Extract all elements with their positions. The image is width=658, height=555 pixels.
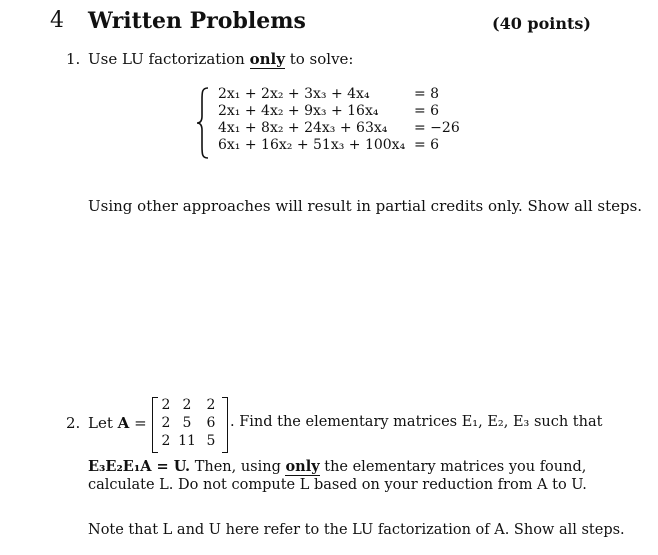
problem-1-note: Using other approaches will result in partial credits only. Show all steps. <box>88 197 643 215</box>
elimination-equation: E₃E₂E₁A = U. <box>88 458 191 475</box>
problem-2-note: Note that L and U here refer to the LU factorization of A. Show all steps. <box>88 522 625 538</box>
problem-2-let <box>88 414 147 432</box>
line-2-emph: only <box>285 458 320 475</box>
matrix-a <box>152 397 228 451</box>
left-brace <box>196 86 210 160</box>
problem-2-number: 2. <box>66 414 81 432</box>
equals-sign: = <box>134 414 147 432</box>
section-points: (40 points) <box>492 14 591 33</box>
problem-2-line-2 <box>88 458 586 475</box>
matrix-cell: 11 <box>178 433 196 449</box>
equation-3-lhs: 4x₁ + 8x₂ + 24x₃ + 63x₄ <box>218 120 388 136</box>
problem-1-intro-before: Use LU factorization <box>88 50 245 68</box>
equation-1-lhs: 2x₁ + 2x₂ + 3x₃ + 4x₄ <box>218 86 370 102</box>
problem-2-line-3: calculate L. Do not compute L based on your reduction from A to U. <box>88 477 587 493</box>
matrix-cell: 2 <box>161 433 171 449</box>
equation-4-lhs: 6x₁ + 16x₂ + 51x₃ + 100x₄ <box>218 137 406 153</box>
problem-1-number: 1. <box>66 50 81 68</box>
equation-4-rhs: = 6 <box>414 137 440 153</box>
line-2-after: the elementary matrices you found, <box>324 459 587 475</box>
problem-1-intro <box>88 50 353 68</box>
problem-2-find: . Find the elementary matrices E₁, E₂, E₃ such that <box>230 414 603 430</box>
equation-2-lhs: 2x₁ + 4x₂ + 9x₃ + 16x₄ <box>218 103 379 119</box>
problem-1-intro-emph: only <box>249 50 285 68</box>
section-number: 4 <box>50 8 64 33</box>
equation-2-rhs: = 6 <box>414 103 440 119</box>
section-title: Written Problems <box>88 8 306 34</box>
problem-1-intro-after: to solve: <box>289 50 354 68</box>
equation-3-rhs: = −26 <box>414 120 460 136</box>
matrix-cell: 5 <box>182 415 192 431</box>
matrix-cell: 2 <box>182 397 192 413</box>
matrix-right-bracket <box>222 397 228 453</box>
matrix-name: A <box>117 414 130 432</box>
let-text: Let <box>88 414 113 432</box>
matrix-cell: 6 <box>206 415 216 431</box>
matrix-cell: 5 <box>206 433 216 449</box>
line-2-before: Then, using <box>194 459 281 475</box>
matrix-cell: 2 <box>161 415 171 431</box>
matrix-cell: 2 <box>206 397 216 413</box>
equation-1-rhs: = 8 <box>414 86 440 102</box>
matrix-cell: 2 <box>161 397 171 413</box>
